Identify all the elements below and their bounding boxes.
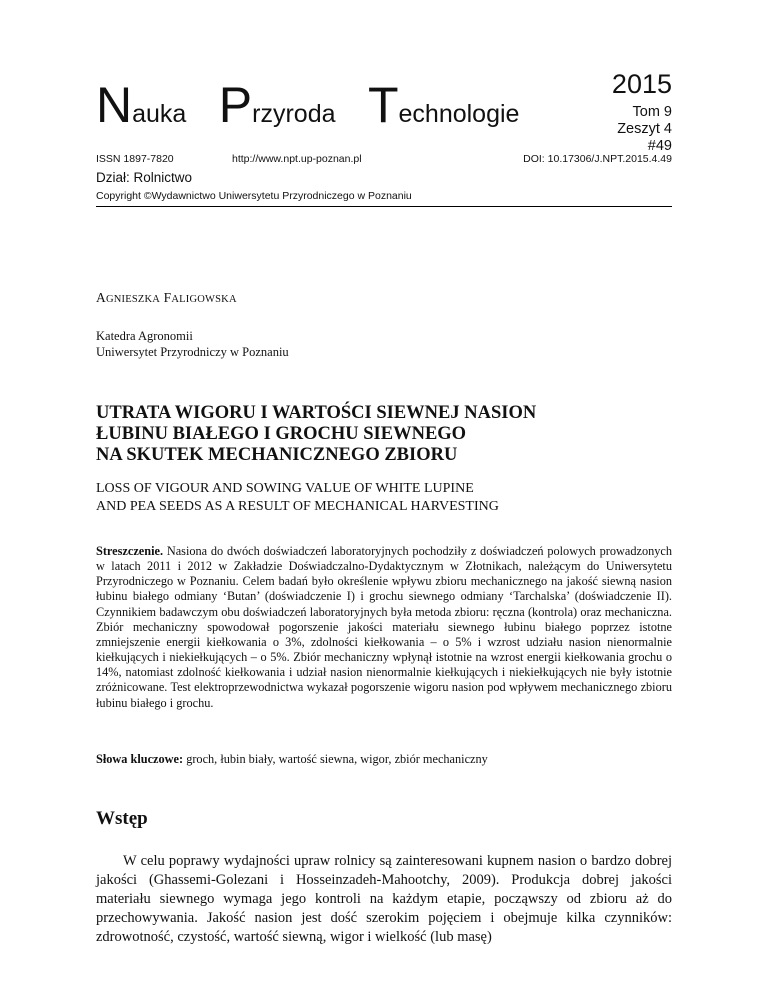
journal-title: [96, 77, 520, 133]
journal-word-przyroda: Przyroda: [218, 77, 336, 133]
journal-number: #49: [647, 138, 672, 154]
journal-volume: Tom 9: [632, 104, 672, 120]
journal-volume-info: [617, 104, 672, 155]
section-label: Dział: Rolnictwo: [96, 170, 193, 185]
copyright: Copyright ©Wydawnictwo Uniwersytetu Przyrodniczego w Poznaniu: [96, 190, 412, 202]
section-heading: Wstęp: [96, 808, 148, 829]
affiliation-university: Uniwersytet Przyrodniczy w Poznaniu: [96, 345, 289, 359]
abstract-label: Streszczenie.: [96, 544, 164, 558]
affiliation-department: Katedra Agronomii: [96, 329, 193, 343]
header-rule: [96, 206, 672, 207]
journal-issue: Zeszyt 4: [617, 121, 672, 137]
doi: DOI: 10.17306/J.NPT.2015.4.49: [523, 153, 672, 165]
abstract: [96, 544, 672, 711]
keywords-text: groch, łubin biały, wartość siewna, wigor, zbiór mechaniczny: [186, 752, 488, 766]
intro-paragraph: W celu poprawy wydajności upraw rolnicy są zainteresowani kupnem nasion o bardzo dobrej jakości (Ghassemi-Golezani i Hosseinzadeh-Mahootchy, 2009). Produkcja dobrej jakości materiału siewnego wymaga jego kontroli na każdym etapie, począwszy od zbioru aż do przechowywania. Jakość nasion jest dość szerokim pojęciem i obejmuje kilka czynników: zdrowotność, czystość, wartość siewną, wigor i wielkość (lub masę): [96, 853, 672, 945]
journal-url[interactable]: http://www.npt.up-poznan.pl: [232, 153, 362, 165]
title-polish: UTRATA WIGORU I WARTOŚCI SIEWNEJ NASION ŁUBINU BIAŁEGO I GROCHU SIEWNEGO NA SKUTEK MECHANICZNEGO ZBIORU: [96, 403, 537, 465]
journal-word-nauka: Nauka: [96, 77, 187, 133]
issn: ISSN 1897-7820: [96, 153, 174, 165]
keywords: [96, 752, 672, 767]
affiliation: [96, 328, 289, 360]
keywords-label: Słowa kluczowe:: [96, 752, 184, 766]
author-name: AGNIESZKA FALIGOWSKA: [96, 290, 237, 305]
journal-year: 2015: [611, 69, 672, 99]
abstract-text: Nasiona do dwóch doświadczeń laboratoryjnych pochodziły z doświadczeń polowych prowadzonych w latach 2011 i 2012 w Zakładzie Doświadczalno-Dydaktycznym w Złotnikach, należącym do Uniwersytetu Przyrodniczego w Poznaniu. Celem badań było określenie wpływu zbioru mechanicznego na jakość siewną nasion łubinu białego odmiany ‘Butan’ (doświadczenie I) i grochu siewnego odmiany ‘Tarchalska’ (doświadczenie II). Czynnikiem badawczym obu doświadczeń laboratoryjnych była metoda zbioru: ręczna (kontrola) oraz mechaniczna. Zbiór mechaniczny spowodował pogorszenie jakości materiału siewnego łubinu białego poprzez istotne zmniejszenie energii kiełkowania o 3%, zdolności kiełkowania – o 5% i wzrost udziału nasion nienormalnie kiełkujących i niekiełkujących – o 5%. Zbiór mechaniczny wpłynął istotnie na wzrost energii kiełkowania grochu o 14%, natomiast zdolność kiełkowania i udział nasion nienormalnie kiełkujących i niekiełkujących nie były istotnie zróżnicowane. Test elektroprzewodnictwa wykazał pogorszenie wigoru nasion pod wpływem mechanicznego zbioru łubinu białego i grochu.: [96, 544, 672, 710]
title-english: LOSS OF VIGOUR AND SOWING VALUE OF WHITE LUPINE AND PEA SEEDS AS A RESULT OF MECHANICAL HARVESTING: [96, 481, 499, 514]
journal-word-technologie: Technologie: [367, 77, 520, 133]
